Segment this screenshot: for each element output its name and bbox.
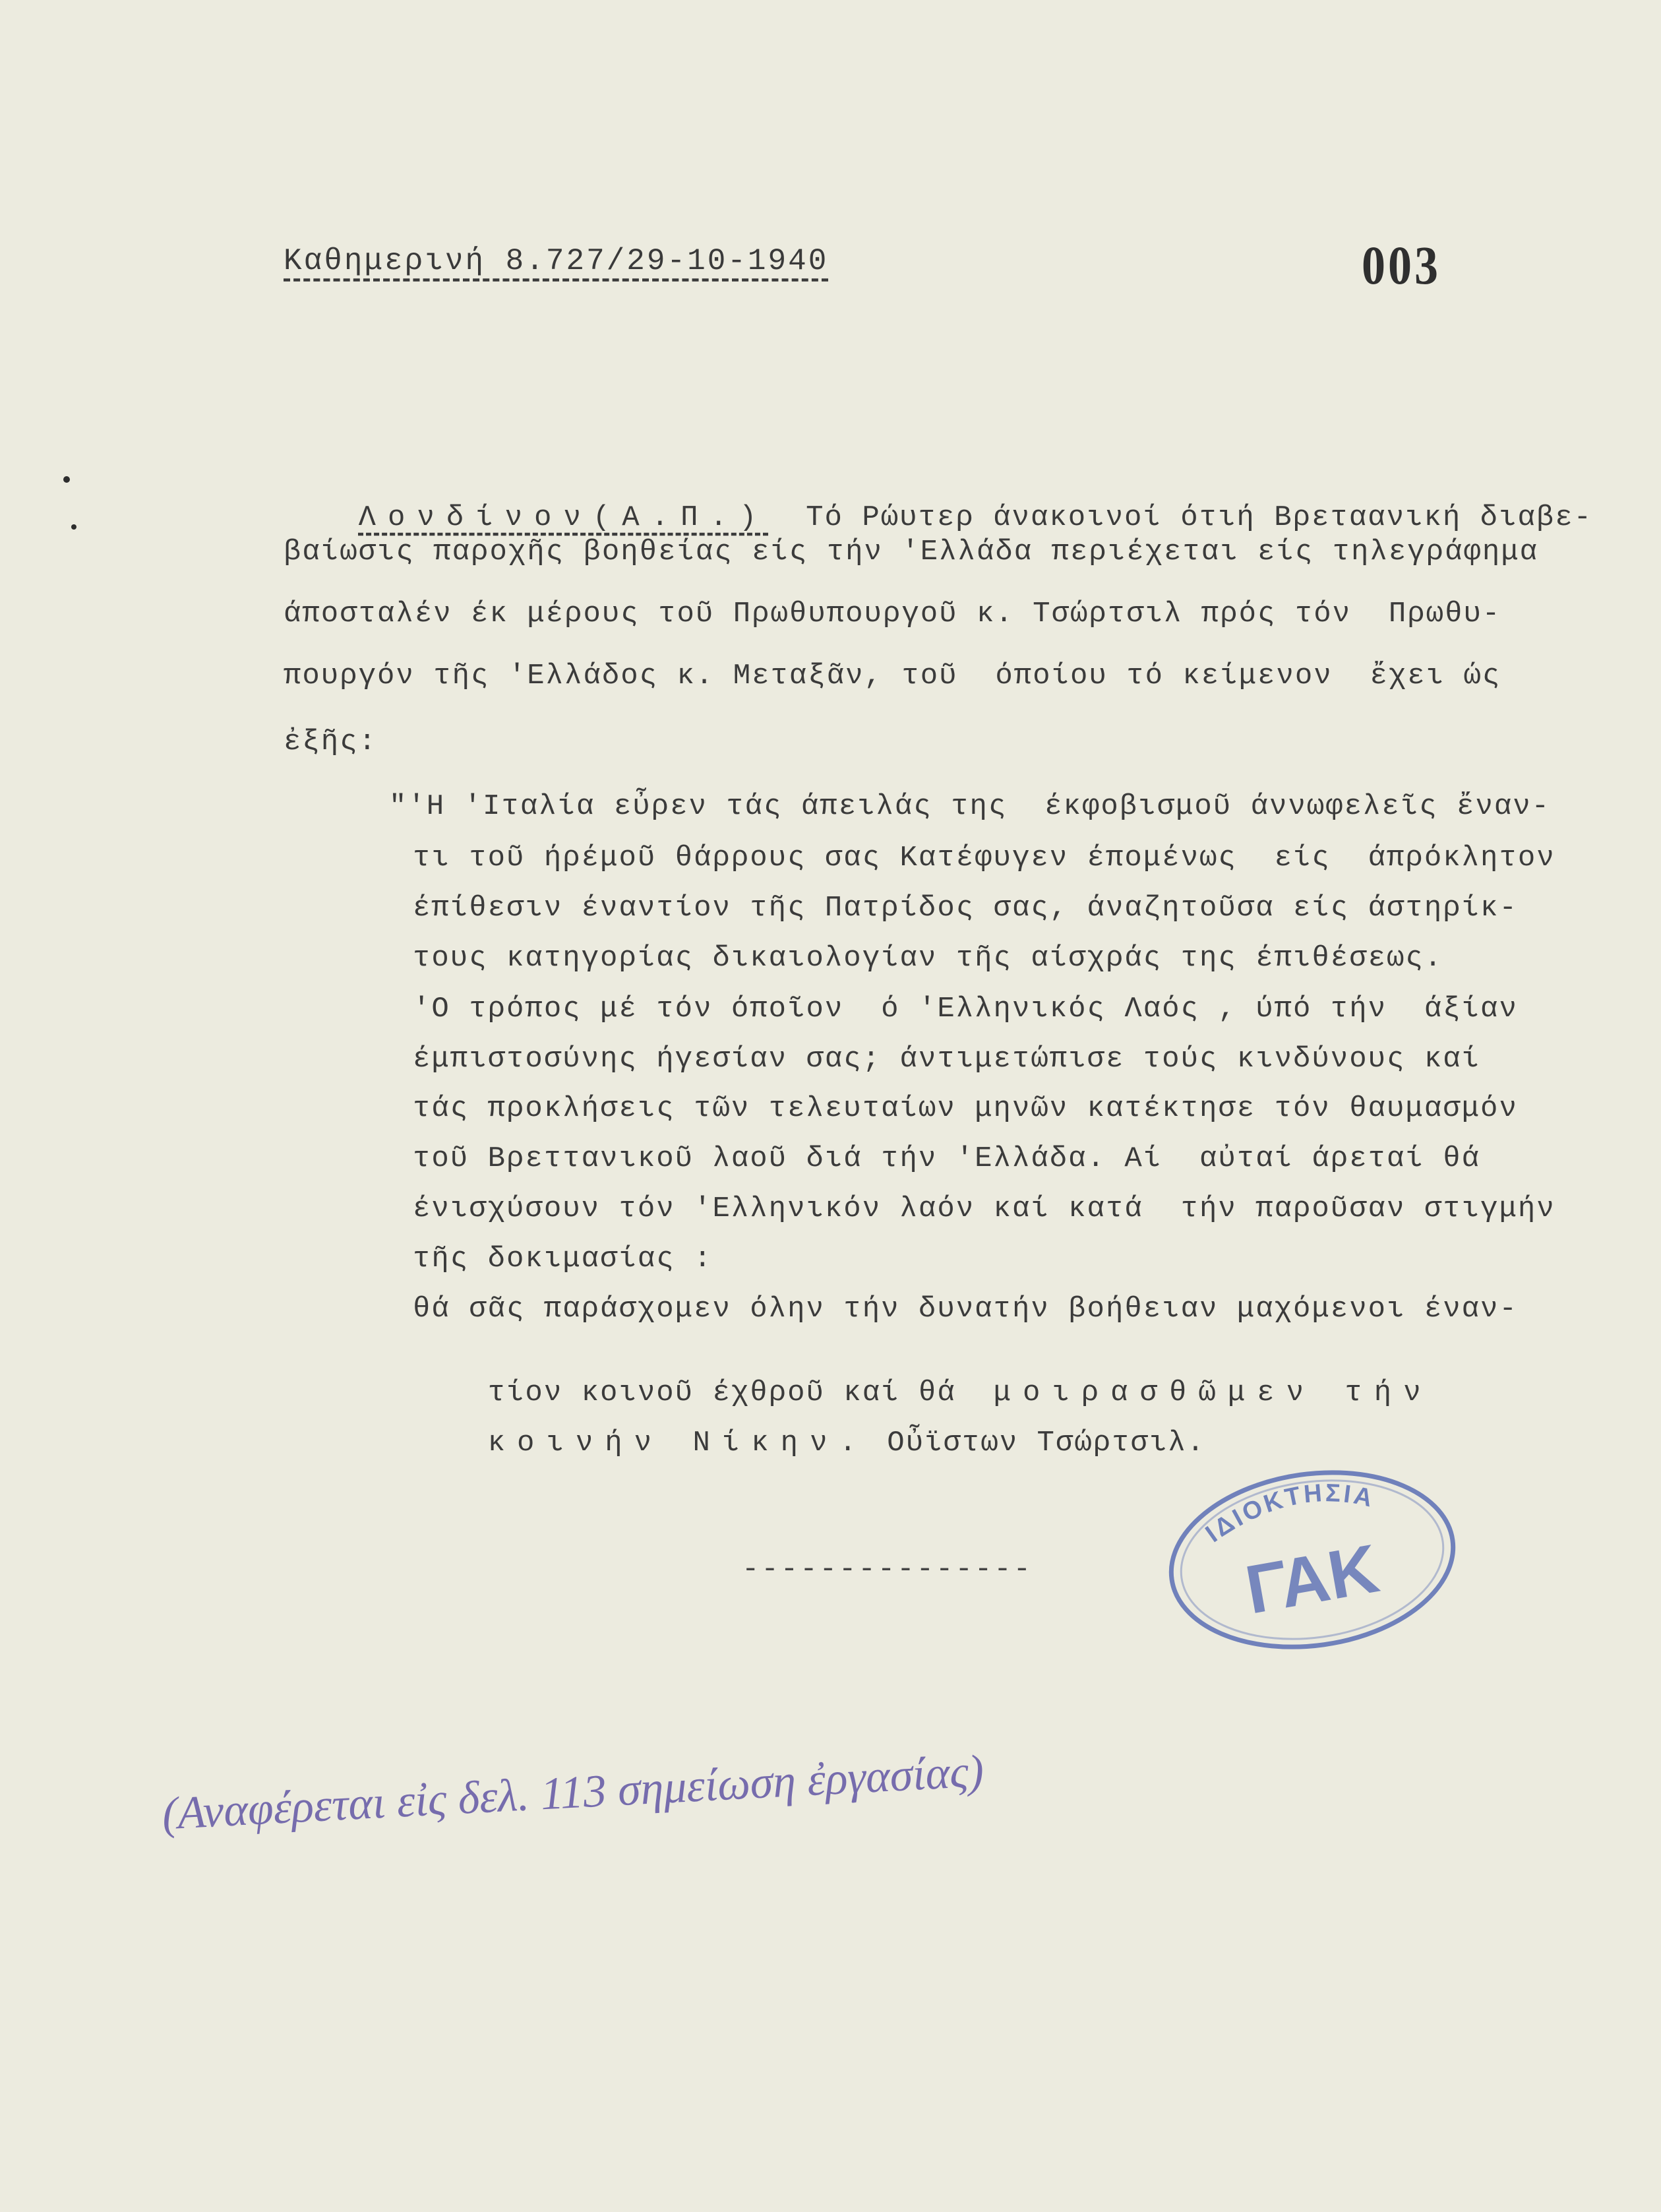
- quote-line-3: έπίθεσιν έναντίον τῆς Πατρίδος σας, άναζητοῦσα είς άστηρίκ-: [413, 892, 1518, 925]
- quote-line-8: τοῦ Βρεττανικοῦ λαοῦ διά τήν 'Ελλάδα. Αί αὐταί άρεταί θά: [413, 1142, 1481, 1175]
- stamp-arc-text: ΙΔΙΟΚΤΗΣΙΑ: [1200, 1479, 1377, 1549]
- quote-line-1: "'Η 'Ιταλία εὖρεν τάς άπειλάς της έκφοβισμοῦ άννωφελεῖς ἔναν-: [389, 790, 1551, 823]
- signature: Οὖϊστων Τσώρτσιλ.: [887, 1427, 1206, 1459]
- quote-line-7: τάς προκλήσεις τῶν τελευταίων μηνῶν κατέκτησε τόν θαυμασμόν: [413, 1092, 1518, 1125]
- quote-line-11: θά σᾶς παράσχομεν όλην τήν δυνατήν βοήθειαν μαχόμενοι έναν-: [413, 1293, 1518, 1326]
- body-text: Τό Ρώυτερ άνακοινοί ότιή Βρεταανική διαβε-: [806, 501, 1593, 534]
- quote-line-2: τι τοῦ ήρέμοῦ θάρρους σας Κατέφυγεν έπομένως είς άπρόκλητον: [413, 842, 1555, 875]
- quote-line-10: τῆς δοκιμασίας :: [413, 1243, 713, 1275]
- quote-line-5: 'Ο τρόπος μέ τόν όποῖον ό 'Ελληνικός Λαός , ύπό τήν άξίαν: [413, 993, 1518, 1026]
- handwritten-note-text: (Αναφέρεται εἰς δελ. 113 σημείωση ἐργασίας): [160, 1746, 985, 1840]
- quote-text-spaced: κοινήν Νίκην.: [487, 1427, 868, 1459]
- document-header: Καθημερινή 8.727/29-10-1940: [284, 244, 829, 278]
- stamp-center-text: ΓΑΚ: [1240, 1530, 1385, 1629]
- section-divider: ---------------: [742, 1553, 1033, 1586]
- body-line-2: βαίωσις παροχῆς βοηθείας είς τήν 'Ελλάδα περιέχεται είς τηλεγράφημα: [284, 536, 1539, 568]
- body-line-5: ἐξῆς:: [284, 725, 378, 758]
- quote-line-6: έμπιστοσύνης ήγεσίαν σας; άντιμετώπισε τούς κινδύνους καί: [413, 1043, 1481, 1076]
- dateline: Λονδίνον(Α.Π.): [358, 501, 769, 534]
- quote-text-spaced: μοιρασθῶμεν τήν: [993, 1376, 1433, 1409]
- handwritten-note: [155, 1721, 1263, 1853]
- quote-line-13: [413, 1394, 1205, 1492]
- margin-mark: [71, 524, 76, 530]
- margin-mark: [63, 476, 70, 483]
- body-line-3: άποσταλέν έκ μέρους τοῦ Πρωθυπουργοῦ κ. Τσώρτσιλ πρός τόν Πρωθυ-: [284, 598, 1501, 630]
- body-line-4: πουργόν τῆς 'Ελλάδος κ. Μεταξᾶν, τοῦ όποίου τό κείμενον ἔχει ώς: [284, 660, 1501, 692]
- quote-line-9: ένισχύσουν τόν 'Ελληνικόν λαόν καί κατά τήν παροῦσαν στιγμήν: [413, 1192, 1555, 1225]
- quote-text: τίον κοινοῦ έχθροῦ καί θά: [487, 1376, 956, 1409]
- property-stamp: [1157, 1461, 1467, 1659]
- page-number: 003: [1362, 235, 1441, 296]
- quote-line-4: τους κατηγορίας δικαιολογίαν τῆς αίσχράς της έπιθέσεως.: [413, 942, 1443, 975]
